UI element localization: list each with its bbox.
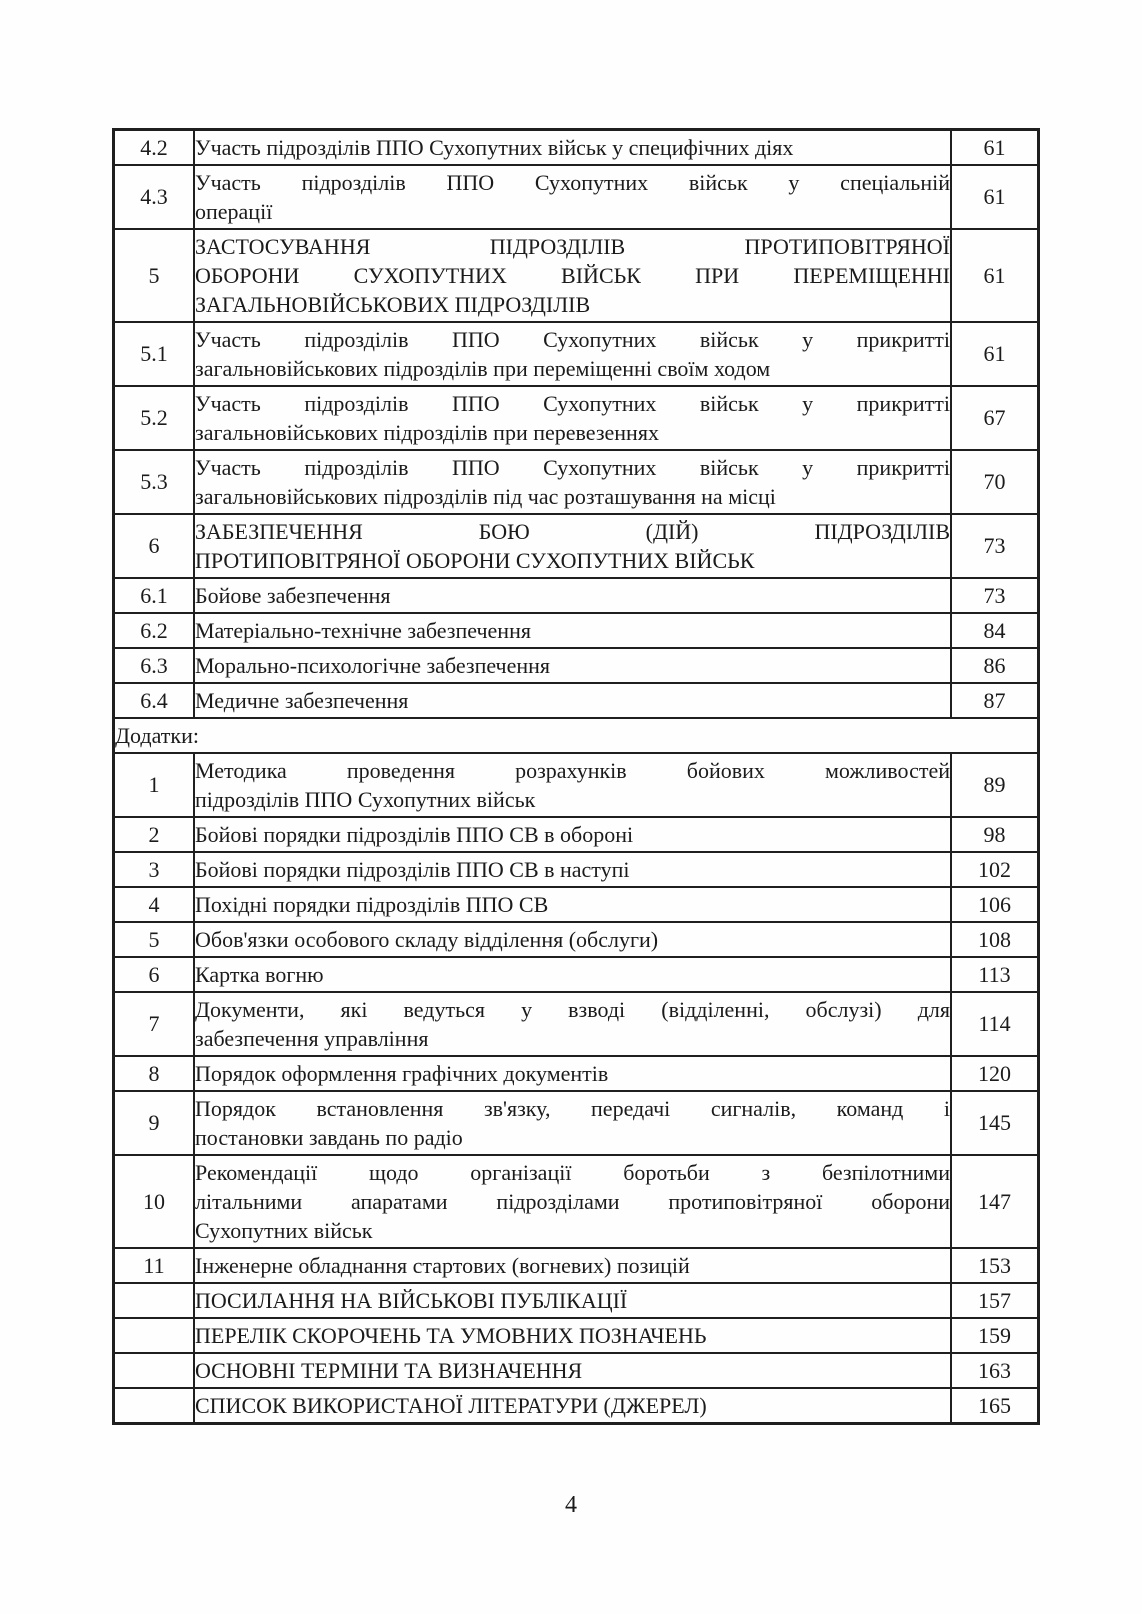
row-title-line: ЗАСТОСУВАННЯ ПІДРОЗДІЛІВ ПРОТИПОВІТРЯНОЇ (195, 234, 950, 259)
row-page: 108 (951, 922, 1039, 957)
row-page: 67 (951, 386, 1039, 450)
table-row (114, 683, 1039, 718)
row-title-line: Бойове забезпечення (195, 583, 391, 608)
row-page: 61 (951, 229, 1039, 322)
row-number: 5.3 (114, 450, 195, 514)
row-page: 61 (951, 130, 1039, 166)
table-row (114, 578, 1039, 613)
row-page: 145 (951, 1091, 1039, 1155)
row-title-line: Участь підрозділів ППО Сухопутних військ у специфічних діях (195, 135, 794, 160)
table-row (114, 753, 1039, 817)
row-number (114, 1283, 195, 1318)
row-number: 3 (114, 852, 195, 887)
row-title (194, 957, 951, 992)
row-title (194, 386, 951, 450)
row-title (194, 922, 951, 957)
row-number: 4.2 (114, 130, 195, 166)
row-title-line: Участь підрозділів ППО Сухопутних військ у прикритті (195, 391, 950, 416)
row-title (194, 1091, 951, 1155)
row-number: 10 (114, 1155, 195, 1248)
row-title-line: Участь підрозділів ППО Сухопутних військ у прикритті (195, 327, 950, 352)
row-title-line: ПЕРЕЛІК СКОРОЧЕНЬ ТА УМОВНИХ ПОЗНАЧЕНЬ (195, 1323, 707, 1348)
row-title-line: Сухопутних військ (195, 1218, 373, 1243)
table-row (114, 613, 1039, 648)
row-title (194, 1248, 951, 1283)
row-page: 113 (951, 957, 1039, 992)
row-number: 6.3 (114, 648, 195, 683)
row-title-line: Бойові порядки підрозділів ППО СВ в обороні (195, 822, 634, 847)
table-row (114, 322, 1039, 386)
row-number: 5.2 (114, 386, 195, 450)
row-page: 114 (951, 992, 1039, 1056)
table-row (114, 1353, 1039, 1388)
row-page: 159 (951, 1318, 1039, 1353)
page-number: 4 (565, 1492, 577, 1518)
row-number: 6.2 (114, 613, 195, 648)
row-title-line: загальновійськових підрозділів при переміщенні своїм ходом (195, 356, 771, 381)
row-number: 6 (114, 514, 195, 578)
row-title (194, 887, 951, 922)
table-row (114, 1056, 1039, 1091)
row-title (194, 322, 951, 386)
row-title-line: загальновійськових підрозділів при перевезеннях (195, 420, 659, 445)
row-number: 1 (114, 753, 195, 817)
row-number: 5.1 (114, 322, 195, 386)
table-row (114, 852, 1039, 887)
row-title (194, 1283, 951, 1318)
table-of-contents (112, 128, 1040, 1425)
row-title-line: Картка вогню (195, 962, 324, 987)
row-number: 5 (114, 922, 195, 957)
row-title (194, 1155, 951, 1248)
row-number: 11 (114, 1248, 195, 1283)
row-page: 73 (951, 578, 1039, 613)
row-page: 165 (951, 1388, 1039, 1424)
row-title (194, 817, 951, 852)
row-title-line: операції (195, 199, 273, 224)
table-row (114, 514, 1039, 578)
row-number (114, 1353, 195, 1388)
row-page: 61 (951, 322, 1039, 386)
row-title (194, 165, 951, 229)
row-title-line: Бойові порядки підрозділів ППО СВ в наступі (195, 857, 630, 882)
row-title (194, 992, 951, 1056)
row-page: 163 (951, 1353, 1039, 1388)
row-page: 98 (951, 817, 1039, 852)
row-title-line: Порядок встановлення зв'язку, передачі сигналів, команд і (195, 1096, 950, 1121)
row-title (194, 578, 951, 613)
row-page: 106 (951, 887, 1039, 922)
row-title-line: СПИСОК ВИКОРИСТАНОЇ ЛІТЕРАТУРИ (ДЖЕРЕЛ) (195, 1393, 707, 1418)
table-row (114, 1155, 1039, 1248)
row-title-line: забезпечення управління (195, 1026, 429, 1051)
table-row (114, 887, 1039, 922)
row-title (194, 1353, 951, 1388)
table-row (114, 386, 1039, 450)
row-title (194, 130, 951, 166)
row-title-line: Рекомендації щодо організації боротьби з безпілотними (195, 1160, 950, 1185)
row-title-line: постановки завдань по радіо (195, 1125, 463, 1150)
row-number: 6.1 (114, 578, 195, 613)
row-title-line: Похідні порядки підрозділів ППО СВ (195, 892, 549, 917)
row-title (194, 514, 951, 578)
row-title-line: Інженерне обладнання стартових (вогневих) позицій (195, 1253, 690, 1278)
row-title (194, 1388, 951, 1424)
table-row (114, 992, 1039, 1056)
row-page: 84 (951, 613, 1039, 648)
appendix-section-label: Додатки: (114, 718, 1039, 753)
row-title (194, 753, 951, 817)
table-row (114, 1283, 1039, 1318)
row-number (114, 1318, 195, 1353)
table-row (114, 957, 1039, 992)
row-title-line: ЗАБЕЗПЕЧЕННЯ БОЮ (ДІЙ) ПІДРОЗДІЛІВ (195, 519, 950, 544)
row-number: 9 (114, 1091, 195, 1155)
row-title (194, 613, 951, 648)
table-section-row (114, 718, 1039, 753)
table-row (114, 130, 1039, 166)
table-row (114, 817, 1039, 852)
table-row (114, 450, 1039, 514)
row-number: 6 (114, 957, 195, 992)
row-title (194, 229, 951, 322)
row-title-line: ОБОРОНИ СУХОПУТНИХ ВІЙСЬК ПРИ ПЕРЕМІЩЕННІ (195, 263, 950, 288)
row-title (194, 683, 951, 718)
row-page: 70 (951, 450, 1039, 514)
toc-body (114, 130, 1039, 1424)
row-title-line: Порядок оформлення графічних документів (195, 1061, 609, 1086)
row-number: 2 (114, 817, 195, 852)
row-number (114, 1388, 195, 1424)
row-title (194, 648, 951, 683)
row-page: 147 (951, 1155, 1039, 1248)
row-title-line: Документи, які ведуться у взводі (відділенні, обслузі) для (195, 997, 950, 1022)
table-row (114, 1248, 1039, 1283)
row-title (194, 1318, 951, 1353)
table-row (114, 1388, 1039, 1424)
row-title-line: Морально-психологічне забезпечення (195, 653, 551, 678)
row-title-line: Участь підрозділів ППО Сухопутних військ у прикритті (195, 455, 950, 480)
row-title-line: Медичне забезпечення (195, 688, 409, 713)
table-row (114, 165, 1039, 229)
row-page: 120 (951, 1056, 1039, 1091)
row-title-line: ЗАГАЛЬНОВІЙСЬКОВИХ ПІДРОЗДІЛІВ (195, 292, 591, 317)
table-row (114, 1318, 1039, 1353)
row-page: 61 (951, 165, 1039, 229)
row-number: 8 (114, 1056, 195, 1091)
row-number: 4 (114, 887, 195, 922)
row-page: 89 (951, 753, 1039, 817)
row-title (194, 1056, 951, 1091)
row-title-line: літальними апаратами підрозділами протиповітряної оборони (195, 1189, 950, 1214)
row-number: 4.3 (114, 165, 195, 229)
row-title-line: Методика проведення розрахунків бойових можливостей (195, 758, 950, 783)
row-title-line: Матеріально-технічне забезпечення (195, 618, 531, 643)
row-page: 86 (951, 648, 1039, 683)
table-row (114, 922, 1039, 957)
row-page: 157 (951, 1283, 1039, 1318)
row-number: 5 (114, 229, 195, 322)
row-title-line: Обов'язки особового складу відділення (обслуги) (195, 927, 659, 952)
table-row (114, 229, 1039, 322)
table-row (114, 648, 1039, 683)
row-page: 102 (951, 852, 1039, 887)
row-title-line: ПРОТИПОВІТРЯНОЇ ОБОРОНИ СУХОПУТНИХ ВІЙСЬК (195, 548, 755, 573)
row-page: 73 (951, 514, 1039, 578)
row-title-line: підрозділів ППО Сухопутних військ (195, 787, 536, 812)
row-page: 153 (951, 1248, 1039, 1283)
row-number: 6.4 (114, 683, 195, 718)
row-title (194, 852, 951, 887)
table-row (114, 1091, 1039, 1155)
row-title (194, 450, 951, 514)
row-title-line: загальновійськових підрозділів під час розташування на місці (195, 484, 776, 509)
row-title-line: ПОСИЛАННЯ НА ВІЙСЬКОВІ ПУБЛІКАЦІЇ (195, 1288, 628, 1313)
row-page: 87 (951, 683, 1039, 718)
row-number: 7 (114, 992, 195, 1056)
row-title-line: ОСНОВНІ ТЕРМІНИ ТА ВИЗНАЧЕННЯ (195, 1358, 583, 1383)
row-title-line: Участь підрозділів ППО Сухопутних військ у спеціальній (195, 170, 950, 195)
